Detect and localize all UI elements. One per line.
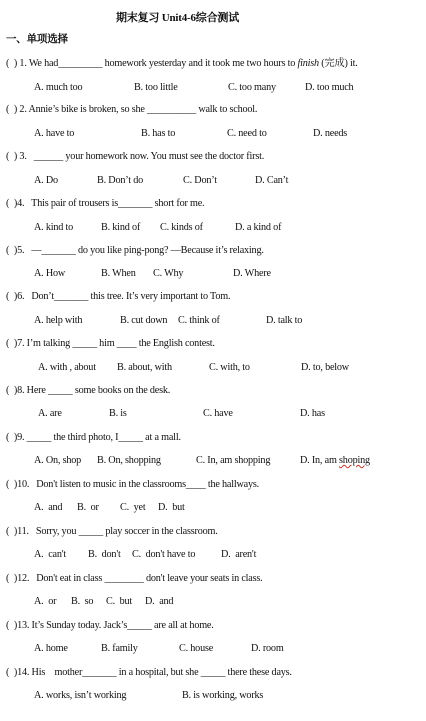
question-3-stem: ( ) 3. ______ your homework now. You must see the doctor first. [6, 151, 265, 162]
question-2-option-1: A. have to [34, 128, 75, 139]
question-12-option-2: B. so [71, 596, 94, 607]
question-8-stem: ( )8. Here _____ some books on the desk. [6, 385, 171, 396]
question-11-option-3: C. don't have to [132, 549, 196, 560]
question-3-option-3: C. Don’t [183, 175, 217, 186]
question-8-option-4: D. has [300, 408, 325, 419]
question-4-stem: ( )4. This pair of trousers is_______ short for me. [6, 198, 205, 209]
question-14-option-1: A. works, isn’t working [34, 690, 127, 701]
question-13-option-2: B. family [101, 643, 138, 654]
question-2-option-3: C. need to [227, 128, 267, 139]
question-7-option-1: A. with , about [38, 362, 96, 373]
question-6-stem: ( )6. Don’t_______ this tree. It’s very important to Tom. [6, 291, 231, 302]
question-7-stem: ( )7. I’m talking _____ him ____ the English contest. [6, 338, 215, 349]
question-11-option-2: B. don't [88, 549, 121, 560]
question-3-option-2: B. Don’t do [97, 175, 144, 186]
question-4-option-3: C. kinds of [160, 222, 203, 233]
page-title: 期末复习 Unit4-6综合测试 [116, 12, 239, 24]
question-13-option-1: A. home [34, 643, 68, 654]
question-5-option-1: A. How [34, 268, 66, 279]
question-6-option-3: C. think of [178, 315, 220, 326]
question-7-option-3: C. with, to [209, 362, 250, 373]
question-4-option-1: A. kind to [34, 222, 74, 233]
question-11-option-4: D. aren't [221, 549, 257, 560]
question-11-stem: ( )11. Sorry, you _____ play soccer in the classroom. [6, 526, 218, 537]
question-1-stem: ( ) 1. We had_________ homework yesterday and it took me two hours to finish (完成) it. [6, 58, 358, 69]
question-4-option-4: D. a kind of [235, 222, 282, 233]
question-10-stem: ( )10. Don't listen to music in the classrooms____ the hallways. [6, 479, 259, 490]
question-2-option-4: D. needs [313, 128, 348, 139]
question-12-option-4: D. and [145, 596, 174, 607]
question-3-option-4: D. Can’t [255, 175, 289, 186]
question-9-stem: ( )9. _____ the third photo, I_____ at a mall. [6, 432, 181, 443]
question-1-option-2: B. too little [134, 82, 178, 93]
question-13-stem: ( )13. It’s Sunday today. Jack’s_____ are all at home. [6, 620, 214, 631]
question-3-option-1: A. Do [34, 175, 58, 186]
question-7-option-2: B. about, with [117, 362, 172, 373]
question-7-option-4: D. to, below [301, 362, 349, 373]
question-5-option-2: B. When [101, 268, 136, 279]
section-heading: 一、单项选择 [6, 34, 68, 45]
question-5-stem: ( )5. —_______ do you like ping-pong? —Because it’s relaxing. [6, 245, 264, 256]
question-12-stem: ( )12. Don't eat in class ________ don't leave your seats in class. [6, 573, 263, 584]
question-14-option-2: B. is working, works [182, 690, 264, 701]
question-4-option-2: B. kind of [101, 222, 141, 233]
question-11-option-1: A. can't [34, 549, 67, 560]
question-2-stem: ( ) 2. Annie’s bike is broken, so she __________ walk to school. [6, 104, 258, 115]
question-10-option-3: C. yet [120, 502, 146, 513]
question-14-stem: ( )14. His mother_______ in a hospital, but she _____ there these days. [6, 667, 292, 678]
question-9-option-1: A. On, shop [34, 455, 82, 466]
question-8-option-3: C. have [203, 408, 233, 419]
question-6-option-1: A. help with [34, 315, 83, 326]
question-12-option-1: A. or [34, 596, 57, 607]
question-8-option-2: B. is [109, 408, 127, 419]
question-13-option-4: D. room [251, 643, 284, 654]
question-5-option-4: D. Where [233, 268, 271, 279]
question-12-option-3: C. but [106, 596, 133, 607]
question-10-option-1: A. and [34, 502, 63, 513]
question-10-option-2: B. or [77, 502, 99, 513]
question-1-option-4: D. too much [305, 82, 354, 93]
question-6-option-4: D. talk to [266, 315, 303, 326]
question-9-option-2: B. On, shopping [97, 455, 161, 466]
question-1-option-3: C. too many [228, 82, 276, 93]
question-1-option-1: A. much too [34, 82, 83, 93]
question-8-option-1: A. are [38, 408, 62, 419]
question-9-option-4: D. In, am shoping [300, 455, 370, 466]
question-13-option-3: C. house [179, 643, 214, 654]
question-2-option-2: B. has to [141, 128, 176, 139]
question-10-option-4: D. but [158, 502, 185, 513]
question-6-option-2: B. cut down [120, 315, 168, 326]
question-5-option-3: C. Why [153, 268, 184, 279]
question-9-option-3: C. In, am shopping [196, 455, 271, 466]
